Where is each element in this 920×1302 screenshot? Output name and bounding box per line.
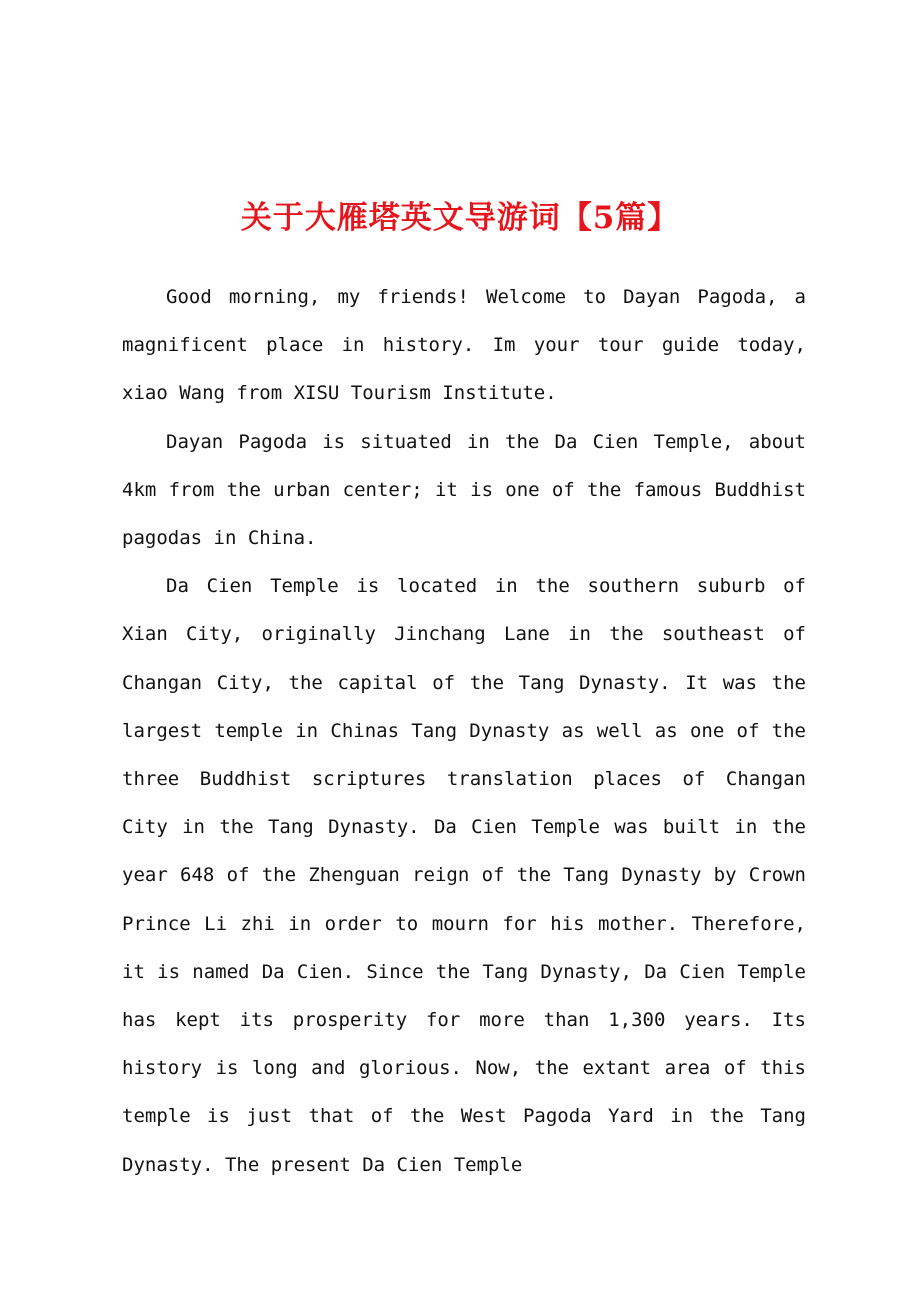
paragraph-temple-history: Da Cien Temple is located in the southern suburb of Xian City, originally Jinchang Lane in the southeast of Changan City, the capital of the Tang Dynasty. It was the largest temple in Chinas Tang Dynasty as well as one of the three Buddhist scriptures translation places of Changan City in the Tang Dynasty. Da Cien Temple was built in the year 648 of the Zhenguan reign of the Tang Dynasty by Crown Prince Li zhi in order to mourn for his mother. Therefore, it is named Da Cien. Since the Tang Dynasty, Da Cien Temple has kept its prosperity for more than 1,300 years. Its history is long and glorious. Now, the extant area of this temple is just that of the West Pagoda Yard in the Tang Dynasty. The present Da Cien Temple bbox=[122, 575, 806, 1176]
paragraph-location: Dayan Pagoda is situated in the Da Cien Temple, about 4km from the urban center; it is one of the famous Buddhist pagodas in China. bbox=[122, 430, 806, 550]
paragraph-greeting: Good morning, my friends! Welcome to Dayan Pagoda, a magnificent place in history. Im your tour guide today, xiao Wang from XISU Tourism Institute. bbox=[122, 286, 806, 405]
document-title: 关于大雁塔英文导游词【5篇】 bbox=[240, 200, 680, 236]
document-body bbox=[122, 273, 806, 1189]
